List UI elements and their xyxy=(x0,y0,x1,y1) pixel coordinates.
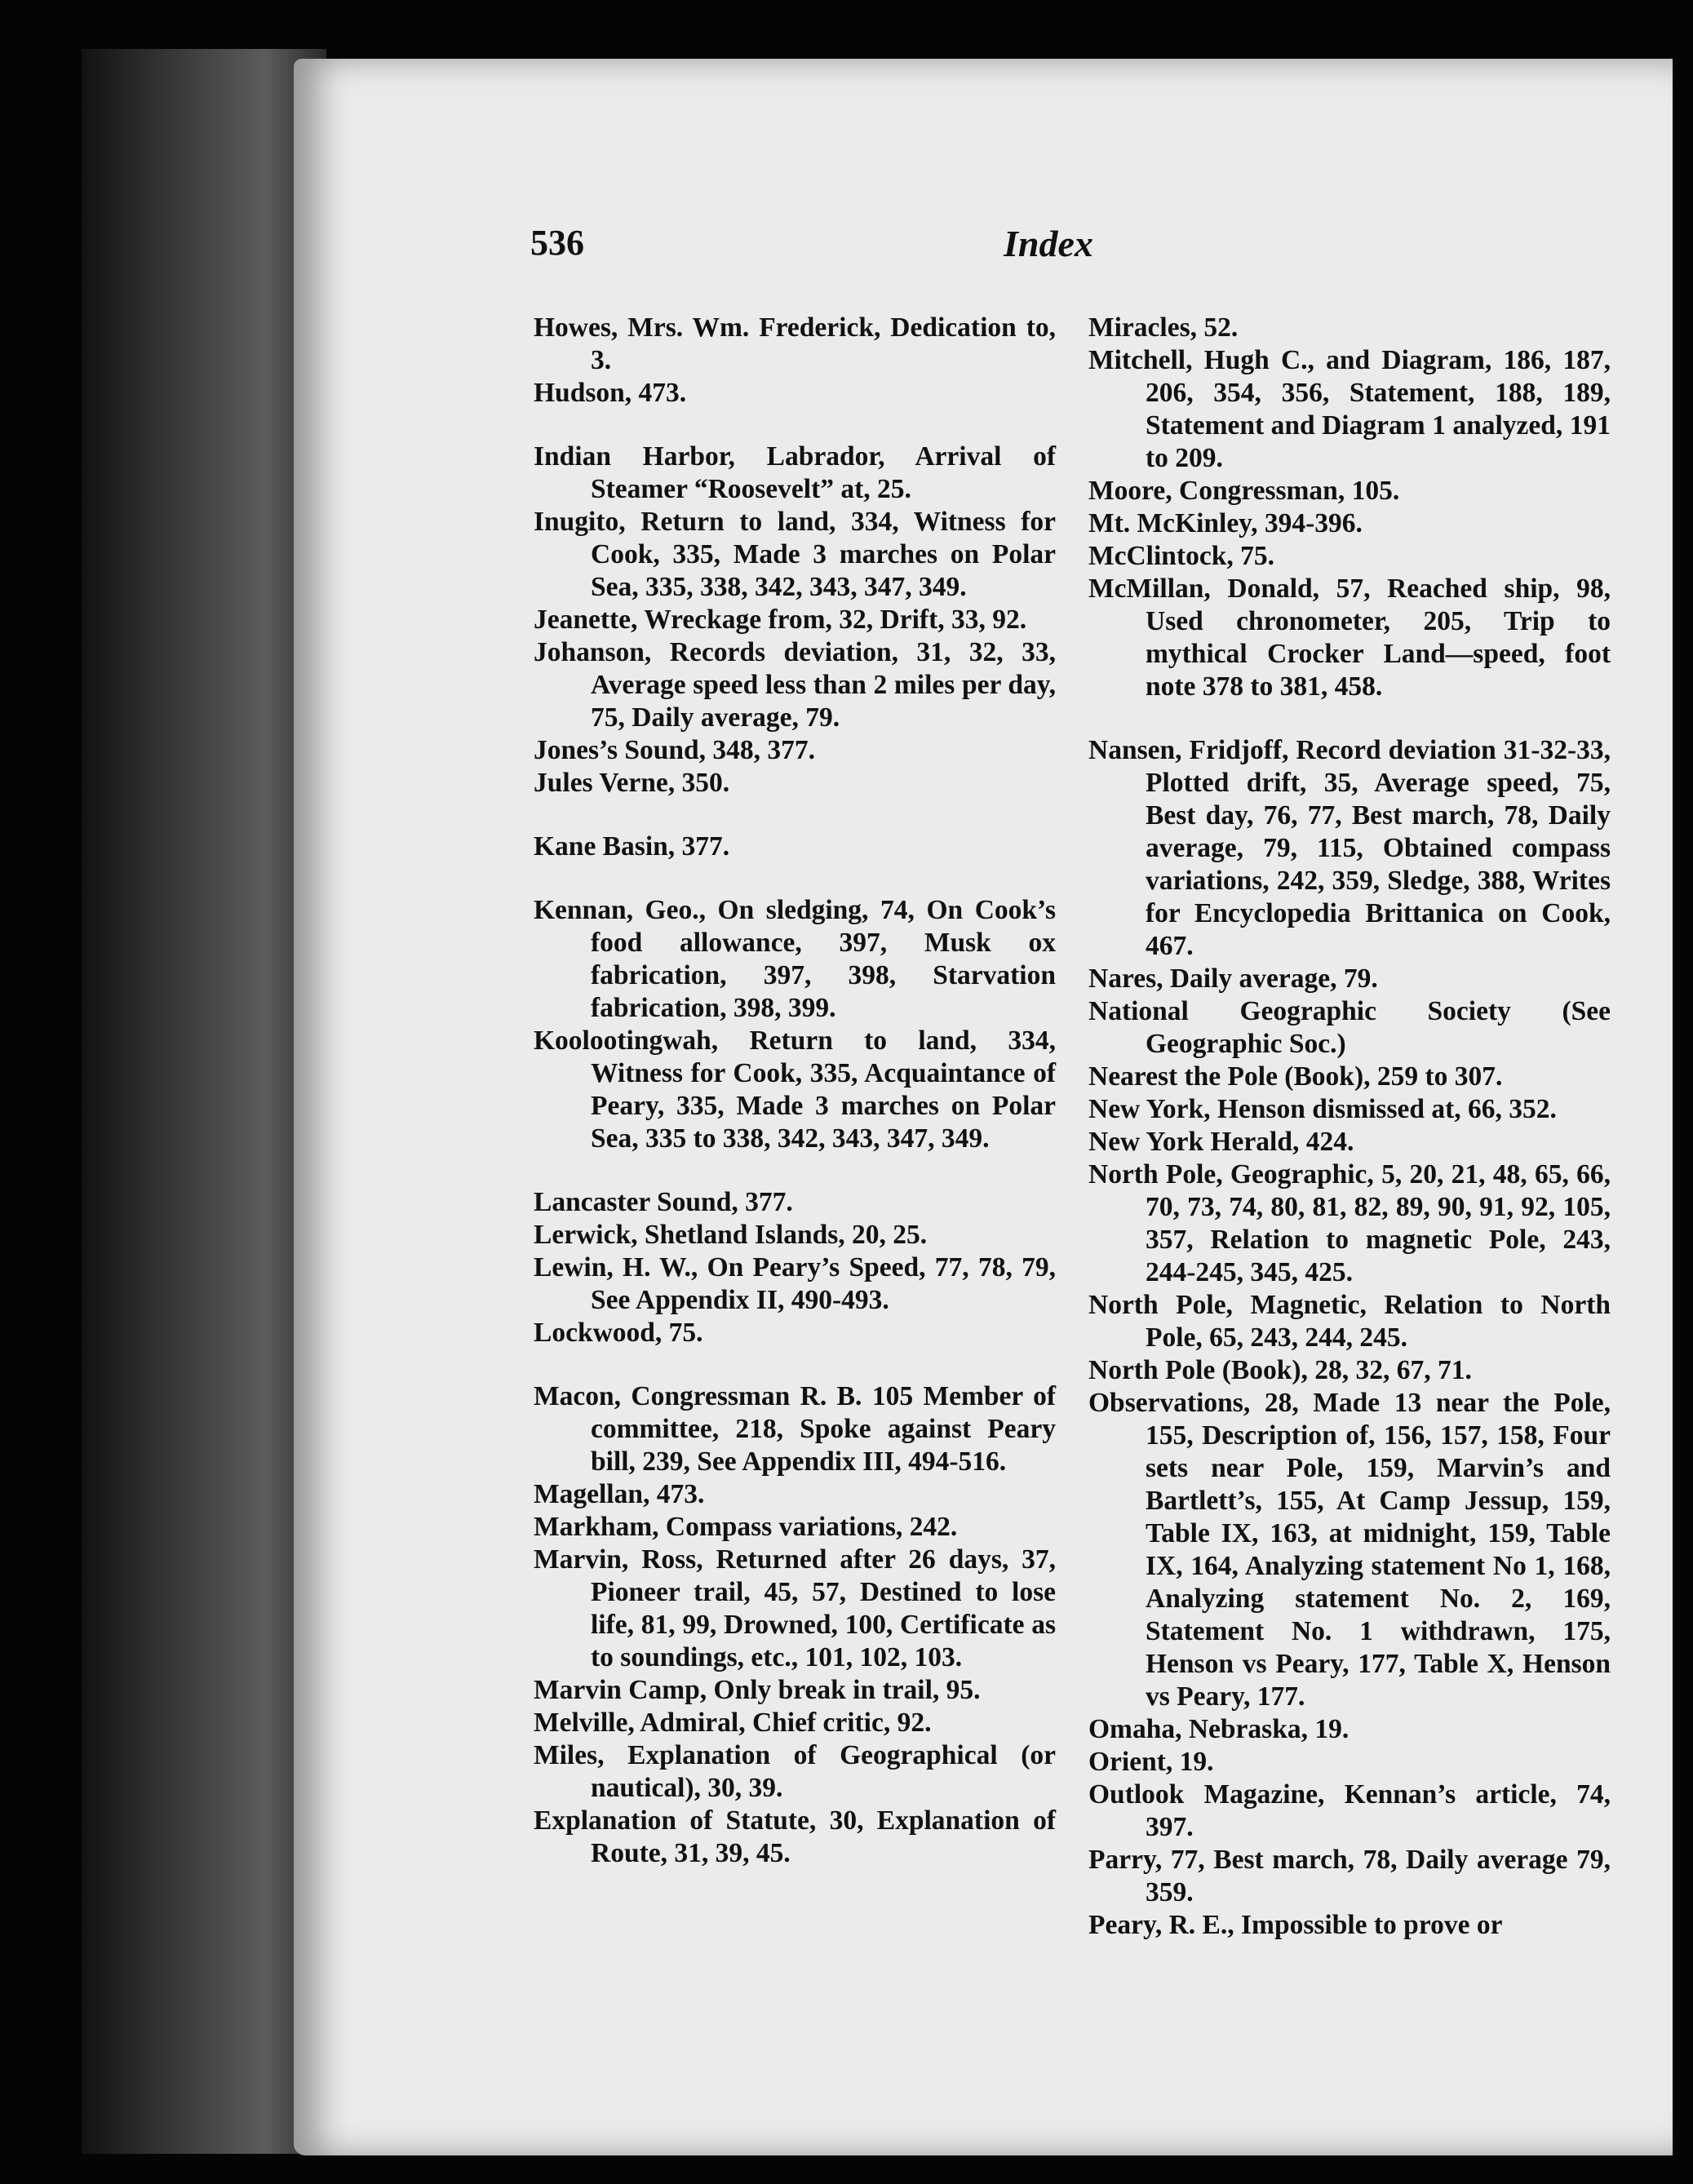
index-entry: National Geographic Society (See Geographic Soc.) xyxy=(1088,996,1611,1059)
index-entry: Lockwood, 75. xyxy=(534,1318,703,1348)
index-entry: Jules Verne, 350. xyxy=(534,768,730,798)
index-entry: New York, Henson dismissed at, 66, 352. xyxy=(1088,1094,1557,1124)
index-entry: North Pole (Book), 28, 32, 67, 71. xyxy=(1088,1355,1472,1385)
index-entry: Nares, Daily average, 79. xyxy=(1088,964,1378,994)
index-entry: Omaha, Nebraska, 19. xyxy=(1088,1714,1350,1744)
index-entry: Miles, Explanation of Geographical (or nautical), 30, 39. xyxy=(534,1740,1056,1803)
index-entry: Mitchell, Hugh C., and Diagram, 186, 187, 206, 354, 356, Statement, 188, 189, Statement and Diagram 1 analyzed, 191 to 209. xyxy=(1088,345,1611,473)
page-number: 536 xyxy=(530,223,584,263)
index-entry: Indian Harbor, Labrador, Arrival of Steamer “Roosevelt” at, 25. xyxy=(534,441,1056,504)
index-entry: North Pole, Geographic, 5, 20, 21, 48, 65, 66, 70, 73, 74, 80, 81, 82, 89, 90, 91, 92, 105, 357, Relation to magnetic Pole, 243, 244-245, 345, 425. xyxy=(1088,1159,1611,1287)
index-entry: Jeanette, Wreckage from, 32, Drift, 33, 92. xyxy=(534,605,1027,635)
index-entry: Explanation of Statute, 30, Explanation of Route, 31, 39, 45. xyxy=(534,1805,1056,1868)
index-entry: Koolootingwah, Return to land, 334, Witness for Cook, 335, Acquaintance of Peary, 335, Made 3 marches on Polar Sea, 335 to 338, 342, 343, 347, 349. xyxy=(534,1026,1056,1154)
index-entry: McClintock, 75. xyxy=(1088,541,1274,571)
index-entry: Lancaster Sound, 377. xyxy=(534,1187,793,1217)
index-entry: Inugito, Return to land, 334, Witness for Cook, 335, Made 3 marches on Polar Sea, 335, 338, 342, 343, 347, 349. xyxy=(534,507,1056,602)
index-entry: Hudson, 473. xyxy=(534,378,687,408)
index-entry: Orient, 19. xyxy=(1088,1747,1214,1777)
page-title: Index xyxy=(1004,223,1093,264)
index-entry: Jones’s Sound, 348, 377. xyxy=(534,735,816,765)
index-entry: Moore, Congressman, 105. xyxy=(1088,476,1400,506)
index-entry: Melville, Admiral, Chief critic, 92. xyxy=(534,1708,932,1738)
index-entry: Nearest the Pole (Book), 259 to 307. xyxy=(1088,1061,1503,1092)
index-entry: Parry, 77, Best march, 78, Daily average 79, 359. xyxy=(1088,1845,1611,1907)
index-entry: Macon, Congressman R. B. 105 Member of committee, 218, Spoke against Peary bill, 239, See Appendix III, 494-516. xyxy=(534,1381,1056,1477)
index-entry: Markham, Compass variations, 242. xyxy=(534,1512,958,1542)
index-column-right xyxy=(1088,312,1611,1942)
index-entry: Peary, R. E., Impossible to prove or xyxy=(1088,1910,1503,1940)
index-entry: Lerwick, Shetland Islands, 20, 25. xyxy=(534,1220,928,1250)
index-entry: Marvin, Ross, Returned after 26 days, 37, Pioneer trail, 45, 57, Destined to lose life, 81, 99, Drowned, 100, Certificate as to soundings, etc., 101, 102, 103. xyxy=(534,1544,1056,1672)
index-entry: Mt. McKinley, 394-396. xyxy=(1088,508,1363,538)
book-spine xyxy=(82,49,326,2154)
index-entry: Kane Basin, 377. xyxy=(534,831,730,862)
index-column-left xyxy=(534,312,1056,1870)
index-entry: Outlook Magazine, Kennan’s article, 74, 397. xyxy=(1088,1779,1611,1842)
index-entry: New York Herald, 424. xyxy=(1088,1127,1354,1157)
index-entry: Marvin Camp, Only break in trail, 95. xyxy=(534,1675,981,1705)
index-entry: McMillan, Donald, 57, Reached ship, 98, Used chronometer, 205, Trip to mythical Crocker Land—speed, foot note 378 to 381, 458. xyxy=(1088,574,1611,702)
index-entry: Miracles, 52. xyxy=(1088,312,1239,343)
index-entry: Magellan, 473. xyxy=(534,1479,705,1509)
index-entry: Nansen, Fridjoff, Record deviation 31-32-33, Plotted drift, 35, Average speed, 75, Best day, 76, 77, Best march, 78, Daily average, 79, 115, Obtained compass variations, 242, 359, Sledge, 388, Writes for Encyclopedia Brittanica on Cook, 467. xyxy=(1088,735,1611,961)
index-entry: Lewin, H. W., On Peary’s Speed, 77, 78, 79, See Appendix II, 490-493. xyxy=(534,1252,1056,1315)
index-entry: Observations, 28, Made 13 near the Pole, 155, Description of, 156, 157, 158, Four sets near Pole, 159, Marvin’s and Bartlett’s, 155, At Camp Jessup, 159, Table IX, 163, at midnight, 159, Table IX, 164, Analyzing statement No 1, 168, Analyzing statement No. 2, 169, Statement No. 1 withdrawn, 175, Henson vs Peary, 177, Table X, Henson vs Peary, 177. xyxy=(1088,1388,1611,1712)
index-entry: North Pole, Magnetic, Relation to North Pole, 65, 243, 244, 245. xyxy=(1088,1290,1611,1353)
index-entry: Howes, Mrs. Wm. Frederick, Dedication to, 3. xyxy=(534,312,1056,375)
index-entry: Johanson, Records deviation, 31, 32, 33, Average speed less than 2 miles per day, 75, Daily average, 79. xyxy=(534,637,1056,733)
index-entry: Kennan, Geo., On sledging, 74, On Cook’s food allowance, 397, Musk ox fabrication, 397, 398, Starvation fabrication, 398, 399. xyxy=(534,895,1056,1023)
